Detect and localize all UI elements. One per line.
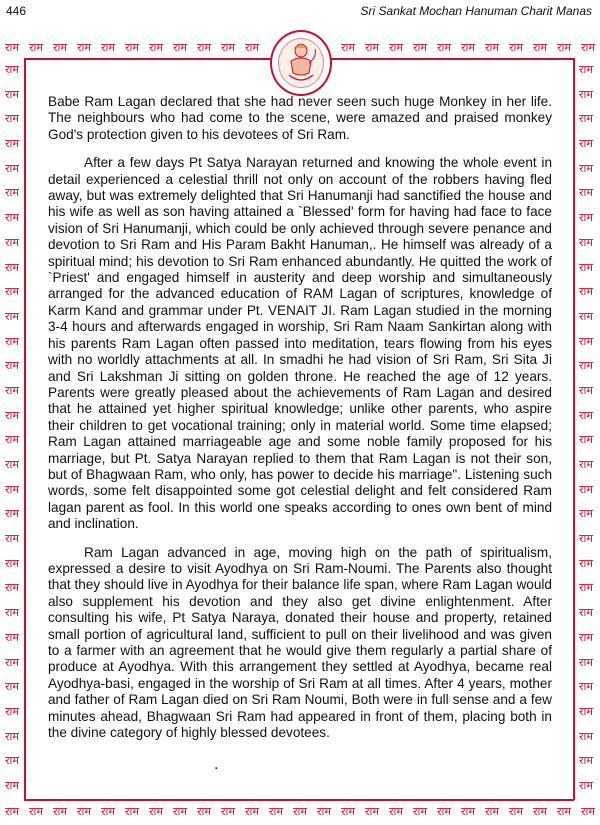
border-word: राम [579, 63, 593, 76]
border-word: राम [245, 804, 259, 818]
border-word: राम [5, 482, 19, 496]
page-body [48, 94, 552, 753]
border-word: राम [5, 408, 19, 422]
border-word: राम [365, 40, 379, 54]
border-word: राम [317, 804, 331, 818]
border-word: राम [579, 87, 593, 101]
border-word: राम [579, 507, 593, 521]
border-word: राम [413, 804, 427, 818]
border-word: राम [173, 804, 187, 818]
border-word: राम [197, 804, 211, 818]
border-word: राम [269, 804, 283, 818]
border-word: राम [53, 40, 67, 54]
border-word: राम [5, 359, 19, 373]
border-word: राम [5, 680, 19, 694]
border-word: राम [579, 778, 593, 792]
page-number: 446 [6, 4, 27, 18]
frame-line-bottom [24, 799, 574, 801]
border-word: राम [365, 804, 379, 818]
border-word: राम [579, 581, 593, 595]
border-word: राम [5, 285, 19, 299]
border-word: राम [579, 729, 593, 743]
border-word: राम [101, 40, 115, 54]
body-paragraph-2: After a few days Pt Satya Narayan returned and knowing the whole event in detail experienced a celestial thrill not only on account of the robbers having fled away, but was extremely delighted that Sri Hanumanji had sanctified the house and his wife as well as son having attained a `Blessed' form for having had face to face vision of Sri Hanumanji, which could be only achieved through severe penance and devotion to Sri Ram and His Param Bakht Hanuman,. He himself was already of a spiritual mind; his devotion to Sri Ram enhanced abundantly. He quitted the work of `Priest' and engaged himself in austerity and deep worship and simultaneously arranged for the advanced education of RAM Lagan of scriptures, knowledge of Karm Kand and grammar under Pt. VENAIT JI. Ram Lagan studied in the morning 3-4 hours and afterwards engaged in worship, Sri Ram Naam Sankirtan along with his parents Ram Lagan often passed into meditation, tears flowing from his eyes with no worldly attachments at all. In smadhi he had vision of Sri Ram, Sri Sita Ji and Sri Lakshman Ji sitting on golden throne. He reached the age of 12 years. Parents were greatly pleased about the achievements of Ram Lagan and desired that he attained yet higher spiritual knowledge; unlike other parents, who aspire their children to get vocational training; only in material world. Some time elapsed; Ram Lagan attained marriageable age and some noble family proposed for his marriage, but Pt. Satya Narayan replied to them that Ram Lagan is not their son, but of Bhagwaan Ram, who only, has power to decide his marriage". Listening such words, some felt disappointed some got celestial delight and felt considered Ram lagan parent as fool. In this world one speaks according to ones own bent of mind and inclination. [48, 155, 552, 532]
frame-line-left [24, 58, 26, 800]
border-word: राम [579, 532, 593, 546]
hanuman-illustration [279, 39, 323, 87]
border-word: राम [5, 778, 19, 792]
border-word: राम [5, 433, 19, 447]
border-word: राम [579, 137, 593, 151]
border-word: राम [5, 334, 19, 348]
border-word: राम [5, 606, 19, 620]
hanuman-medallion-image [270, 30, 332, 96]
border-word: राम [77, 804, 91, 818]
border-word: राम [77, 40, 91, 54]
border-word: राम [5, 235, 19, 249]
border-word: राम [579, 186, 593, 200]
border-word: राम [5, 729, 19, 743]
border-word: राम [221, 804, 235, 818]
border-word: राम [557, 40, 571, 54]
border-word: राम [5, 754, 19, 768]
body-paragraph-1: Babe Ram Lagan declared that she had never seen such huge Monkey in her life. The neighbours who had come to the scene, were amazed and praised monkey God's protection given to his devotees of Sri Ram. [48, 94, 552, 142]
border-word: राम [579, 556, 593, 570]
border-word: राम [579, 161, 593, 175]
border-word: राम [461, 804, 475, 818]
border-word: राम [579, 482, 593, 496]
border-word: राम [579, 260, 593, 274]
border-word: राम [5, 804, 19, 818]
border-word: राम [579, 334, 593, 348]
running-title: Sri Sankat Mochan Hanuman Charit Manas [360, 4, 592, 18]
border-word: राम [5, 581, 19, 595]
border-word: राम [579, 112, 593, 126]
border-word: राम [5, 630, 19, 644]
border-word: राम [389, 40, 403, 54]
border-word: राम [581, 40, 595, 54]
border-word: राम [437, 804, 451, 818]
border-word: राम [101, 804, 115, 818]
decorative-border-right [574, 58, 598, 800]
border-word: राम [125, 804, 139, 818]
border-word: राम [579, 235, 593, 249]
border-word: राम [579, 630, 593, 644]
border-word: राम [389, 804, 403, 818]
border-word: राम [341, 804, 355, 818]
page-header [0, 0, 600, 26]
border-word: राम [125, 40, 139, 54]
border-word: राम [581, 804, 595, 818]
border-word: राम [579, 285, 593, 299]
border-word: राम [579, 359, 593, 373]
border-word: राम [5, 655, 19, 669]
border-word: राम [149, 40, 163, 54]
border-word: राम [221, 40, 235, 54]
border-word: राम [533, 40, 547, 54]
border-word: राम [533, 804, 547, 818]
border-word: राम [53, 804, 67, 818]
border-word: राम [579, 309, 593, 323]
border-word: राम [509, 804, 523, 818]
border-word: राम [5, 161, 19, 175]
border-word: राम [245, 40, 259, 54]
border-word: राम [5, 532, 19, 546]
border-word: राम [413, 40, 427, 54]
border-word: राम [461, 40, 475, 54]
border-word: राम [5, 383, 19, 397]
border-word: राम [579, 680, 593, 694]
border-word: राम [5, 556, 19, 570]
border-word: राम [579, 211, 593, 225]
trailing-mark: . [214, 757, 219, 773]
border-word: राम [579, 606, 593, 620]
border-word: राम [173, 40, 187, 54]
border-word: राम [579, 383, 593, 397]
border-word: राम [5, 63, 19, 76]
border-word: राम [149, 804, 163, 818]
border-word: राम [485, 40, 499, 54]
border-word: राम [5, 458, 19, 471]
border-word: राम [579, 408, 593, 422]
border-word: राम [341, 40, 355, 54]
border-word: राम [5, 260, 19, 274]
border-word: राम [509, 40, 523, 54]
border-word: राम [197, 40, 211, 54]
border-word: राम [5, 211, 19, 225]
border-word: राम [579, 458, 593, 471]
border-word: राम [579, 754, 593, 768]
border-word: राम [437, 40, 451, 54]
border-word: राम [485, 804, 499, 818]
border-word: राम [5, 507, 19, 521]
decorative-border-bottom [0, 800, 600, 822]
border-word: राम [557, 804, 571, 818]
border-word: राम [5, 186, 19, 200]
border-word: राम [5, 112, 19, 126]
border-word: राम [5, 309, 19, 323]
border-word: राम [5, 704, 19, 718]
hanuman-figure-image [278, 38, 324, 88]
border-word: राम [5, 40, 19, 54]
border-word: राम [579, 655, 593, 669]
frame-line-right [573, 58, 575, 800]
decorative-border-left [0, 58, 24, 800]
border-word: राम [5, 87, 19, 101]
border-word: राम [5, 137, 19, 151]
body-paragraph-3: Ram Lagan advanced in age, moving high on the path of spiritualism, expressed a desire to visit Ayodhya on Sri Ram-Noumi. The Parents also thought that they should live in Ayodhya for their balance life span, where Ram Lagan would also supplement his devotion and they also get divine enlightenment. After consulting his wife, Pt Satya Naraya, donated their house and property, retained small portion of agricultural land, sufficient to pull on their livelihood and was given to a farmer with an agreement that he would give them regularly a partial share of produce at Ayodhya. With this arrangement they settled at Ayodhya, became real Ayodhya-basi, engaged in the worship of Sri Ram at all times. After 4 years, mother and father of Ram Lagan died on Sri Ram Noumi, Both were in full sense and a few minutes ahead, Bhagwaan Sri Ram had appeared in front of them, placing both in the divine category of highly blessed devotees. [48, 544, 552, 741]
border-word: राम [29, 40, 43, 54]
border-word: राम [579, 433, 593, 447]
border-word: राम [29, 804, 43, 818]
border-word: राम [579, 704, 593, 718]
border-word: राम [293, 804, 307, 818]
